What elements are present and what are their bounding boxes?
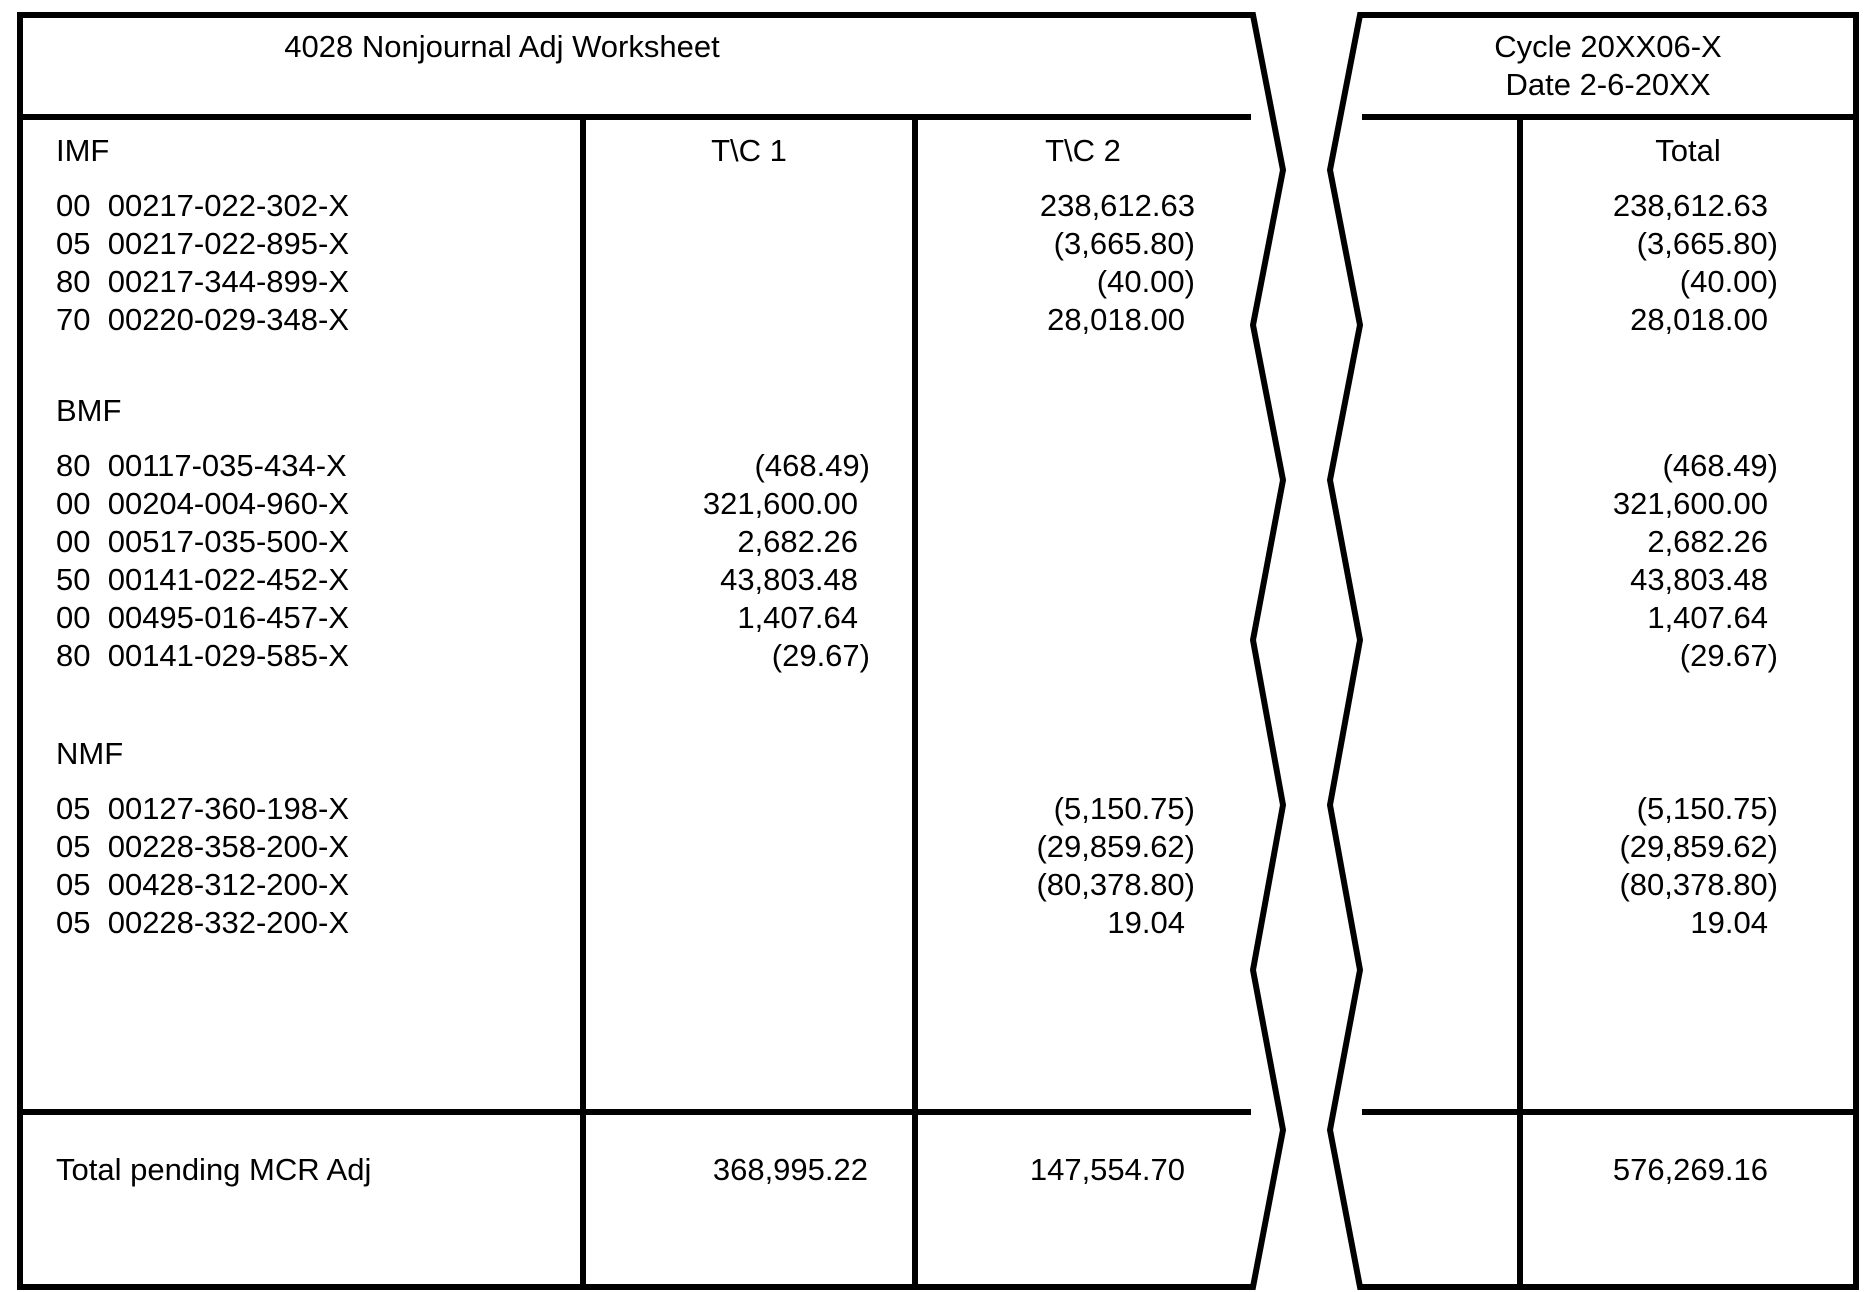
totals-label: Total pending MCR Adj (56, 1152, 372, 1187)
total-cell: 43,803.48 (1630, 562, 1768, 597)
totals-tc2: 147,554.70 (1029, 1152, 1185, 1187)
column-header-tc1: T\C 1 (711, 133, 787, 168)
tc1-cell: 43,803.48 (720, 562, 858, 597)
tc2-cell: (80,378.80) (1036, 867, 1195, 902)
account-cell: 05 00228-358-200-X (56, 829, 350, 864)
tc2-cell: 28,018.00 (1047, 302, 1185, 337)
total-cell: 238,612.63 (1612, 188, 1768, 223)
account-cell: 00 00495-016-457-X (56, 600, 350, 635)
account-cell: 80 00117-035-434-X (56, 448, 347, 483)
account-cell: 05 00127-360-198-X (56, 791, 350, 826)
worksheet-title: 4028 Nonjournal Adj Worksheet (284, 29, 720, 64)
total-cell: 1,407.64 (1647, 600, 1768, 635)
section-heading-bmf: BMF (56, 393, 122, 428)
total-cell: (29.67) (1679, 638, 1778, 673)
account-cell: 80 00217-344-899-X (56, 264, 350, 299)
tc1-cell: (29.67) (771, 638, 870, 673)
account-cell: 00 00217-022-302-X (56, 188, 350, 223)
total-cell: (3,665.80) (1636, 226, 1778, 261)
tc2-cell: 19.04 (1107, 905, 1185, 940)
totals-tc1: 368,995.22 (712, 1152, 868, 1187)
total-cell: (29,859.62) (1619, 829, 1778, 864)
totals-total: 576,269.16 (1612, 1152, 1768, 1187)
total-cell: (5,150.75) (1636, 791, 1778, 826)
account-cell: 05 00217-022-895-X (56, 226, 350, 261)
column-header-tc2: T\C 2 (1045, 133, 1121, 168)
cycle-label: Cycle 20XX06-X (1494, 29, 1722, 64)
account-cell: 00 00517-035-500-X (56, 524, 350, 559)
tc2-cell: (29,859.62) (1036, 829, 1195, 864)
column-header-label: IMF (56, 133, 110, 168)
total-cell: (468.49) (1662, 448, 1778, 483)
section-heading-nmf: NMF (56, 736, 124, 771)
date-label: Date 2-6-20XX (1505, 67, 1711, 102)
total-cell: 2,682.26 (1647, 524, 1768, 559)
tc1-cell: 1,407.64 (737, 600, 858, 635)
account-cell: 05 00228-332-200-X (56, 905, 350, 940)
account-cell: 80 00141-029-585-X (56, 638, 350, 673)
total-cell: (80,378.80) (1619, 867, 1778, 902)
account-cell: 00 00204-004-960-X (56, 486, 350, 521)
total-cell: (40.00) (1679, 264, 1778, 299)
tc1-cell: 321,600.00 (702, 486, 858, 521)
total-cell: 321,600.00 (1612, 486, 1768, 521)
tc1-cell: (468.49) (754, 448, 870, 483)
account-cell: 50 00141-022-452-X (56, 562, 350, 597)
account-cell: 05 00428-312-200-X (56, 867, 350, 902)
tc2-cell: 238,612.63 (1039, 188, 1195, 223)
total-cell: 19.04 (1690, 905, 1768, 940)
tc1-cell: 2,682.26 (737, 524, 858, 559)
tc2-cell: (40.00) (1096, 264, 1195, 299)
tc2-cell: (5,150.75) (1053, 791, 1195, 826)
tc2-cell: (3,665.80) (1053, 226, 1195, 261)
column-header-total: Total (1655, 133, 1721, 168)
account-cell: 70 00220-029-348-X (56, 302, 350, 337)
total-cell: 28,018.00 (1630, 302, 1768, 337)
